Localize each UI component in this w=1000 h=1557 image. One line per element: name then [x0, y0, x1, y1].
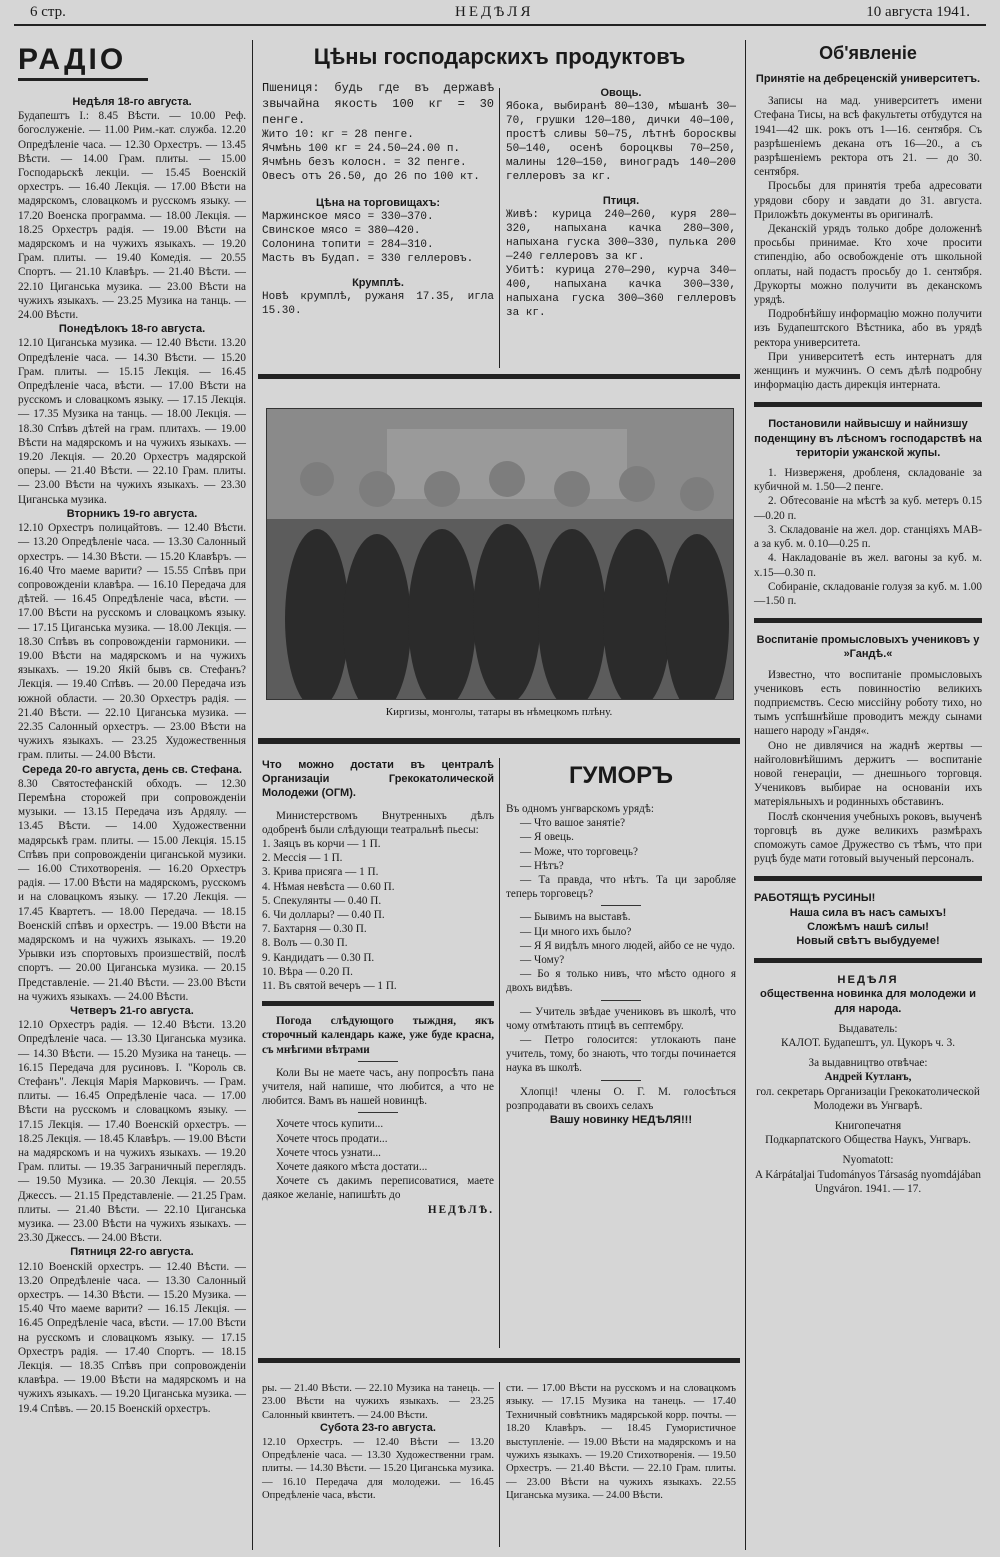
prisoners-photo	[266, 408, 734, 700]
announce-rule	[754, 402, 982, 407]
radio-cont-divider	[499, 1382, 500, 1547]
ogm-rule	[262, 1001, 494, 1006]
photo-illustration	[267, 409, 733, 699]
divider	[601, 1000, 641, 1001]
prices-title: Цѣны господарскихъ продуктовъ	[313, 44, 686, 69]
prices-produce: Овощь. Ябока, выбиранѣ 80—130, мѣшанѣ 30—70, грушки 120—180, дички 40—100, простѣ сливы 50—75, лѣтнѣ боросквы 50—140, осенѣ бороцквы 70—250, малины 120—150, виноградъ 140—200 геллеровъ за кг. Птиця. Живѣ: курица 240—260, куря 280—320, напыхана качка 280—300, напыхана гуска 300—330, пулька 200—240 геллеровъ за кг. Убитѣ: курица 270—290, курча 340—400, напыхана качка 300—330, напыхана гуска 300—360 геллеровъ за кг.	[506, 87, 736, 319]
humor-column: ГУМОРЪ Въ одномъ унгварскомъ урядѣ: — Что вашое занятіе? — Я овець. — Може, что торговець? — Нѣтъ? — Та правда, что нѣтъ. Та ци заробляе теперь торговецъ? — Бывимъ на выставѣ. — Ци много ихъ было? — Я Я видѣлъ много людей, айбо се не чудо. — Чому? — Бо я только нивъ, что мѣсто одного я двохъ видѣвъ. — Учитель звѣдае учениковъ въ школѣ, что чому отмѣтають птицѣ въ септембру. — Петро голосится: утлокають пане учитель, тому, бо знають, что тогды починается наука въ школѣ. Хлопці! члены О. Г. М. голосѣться розпродавати въ своихъ селахъ Вашу новинку НЕДѢЛЯ!!!	[506, 762, 736, 1127]
page-number: 6 стр.	[30, 4, 66, 20]
divider	[601, 905, 641, 906]
divider	[601, 1080, 641, 1081]
radio-day-tue: Вторникъ 19-го августа. 12.10 Орхестръ полицайтовъ. — 12.40 Вѣсти. — 13.20 Опредѣленіе часа. — 13.30 Салонный орхестръ. — 14.30 Вѣсти. — 15.20 Клавѣръ. — 16.40 Что маеме варити? — 15.55 Спѣвъ при сопровожденіи клавѣра. — 16.10 Передача для дѣтей. — 16.45 Опредѣленіе часа, вѣсти. — 17.00 Вѣсти на русскомъ и словацкомъ языку. — 17.15 Циганська музика. — 18.00 Лекція. — 18.30 Спѣвъ въ сопровожденіи гармоники. — 19.00 Вѣсти на мадярскомъ и на чужихъ языкахъ. — 19.20 Якій бывъ св. Стефанъ? Лекція. — 19.40 Спѣвъ. — 20.00 Передача изъ южной области. — 20.30 Орхестръ радія. — 21.40 Вѣсти. — 22.10 Циганська музика. — 22.35 Салонный орхестръ. — 23.00 Вѣсти на чужихъ языкахъ. — 23.25 Художественныя грам. плиты. — 24.00 Вѣсти.	[18, 507, 246, 762]
page-header	[30, 4, 970, 26]
radio-day-sun: Недѣля 18-го августа. Будапештъ І.: 8.45 Вѣсти. — 10.00 Реф. богослуженіе. — 11.00 Рим.-кат. служба. 12.20 Опредѣленіе часа. — 12.30 Орхестръ. — 13.45 Вѣсти. — 14.00 Грам. плиты. — 15.00 Господарьскѣ лекціи. — 15.45 Военскій орхестръ. — 16.40 Лекція. — 17.00 Вѣсти на мадярскомъ, словацкомъ и русскомъ языку. — 17.20 Военска программа. — 18.00 Лекція. — 18.25 Орхестръ радія. — 19.00 Вѣсти на мадярскомъ и на чужихъ языкахъ. — 19.20 Грам. плиты. — 19.40 Комедія. — 20.55 Спортъ. — 21.10 Клавѣръ. — 21.40 Вѣсти. — 22.10 Циганська музика. — 23.00 Вѣсти на чужихъ языкахъ. — 23.25 Музика на танць. — 24.00 Вѣсти.	[18, 96, 246, 322]
announce-rule	[754, 876, 982, 881]
radio-day-thu: Четверъ 21-го августа. 12.10 Орхестръ радія. — 12.40 Вѣсти. 13.20 Опредѣленіе часа. — 13.30 Циганська музика. — 14.30 Вѣсти. — 15.20 Музика на танець. — 16.15 Передача для русиновъ. І. "Король св. Стефанъ". Лекція Марія Марковичъ. — Грам. плиты. — 16.45 Опредѣленіе часа. — 17.00 Вѣсти на русскомъ и словацкомъ языку. — 17.15 Лекція. — 17.40 Военскій орхестръ. — 18.25 Лекція. — 18.45 Клавѣръ. — 19.00 Вѣсти на мадярскомъ и на чужихъ языкахъ. — 19.20 Грам. плиты. — 19.35 Заграничный переглядъ. — 19.50 Музика. — 20.30 Лекція. — 20.55 Джессъ. — 21.15 Представленіе. — 21.25 Грам. плиты. — 21.40 Вѣсти. — 22.10 Циганська музика. — 23.00 Вѣсти на чужихъ языкахъ. — 23.30 Джессъ. — 24.00 Вѣсти.	[18, 1005, 246, 1245]
ogm-divider	[499, 758, 500, 1348]
issue-date: 10 августа 1941.	[866, 4, 970, 20]
prices-grain: Пшениця: будь где въ державѣ звычайна якость 100 кг = 30 пенге. Жито 10: кг = 28 пенге. Ячмѣнь 100 кг = 24.50—24.00 п. Ячмѣнь безъ колосн. = 32 пенге. Овесъ отъ 26.50, до 26 по 100 кт. Цѣна на торговищахъ: Маржинское мясо = 330—370. Свинское мясо = 380—420. Солонина топити = 284—310. Масть въ Будап. = 330 геллеровъ. Крумплѣ. Новѣ крумплѣ, ружаня 17.35, игла 15.30.	[262, 81, 494, 317]
photo-rule	[258, 738, 740, 744]
announcements-column: Об'явленіе Принятіе на дебреценскій университетъ. Записы на мад. университетъ имени Стефана Тисы, на всѣ факультеты отбудутся на 1941—42 шк. рокъ отъ 1—16. сентября. Съ разрѣшеніемъ декана отъ 16—20., а съ разрѣшеніемъ ректора отъ 21. — до 30. сентября. Просьбы для принятія треба адресовати урядови сбору и завдати до 31. августа. Приложѣть документы въ оригиналѣ. Деканскій урядъ только добре доложеннѣ просьбы принимае. Кто хоче просити стипендію, або освобожденіе отъ школьной оплаты, най подастъ просьбу до 1. сентября. Друкорты можно получити въ деканскомъ урядѣ. Подробнѣйшу информацію можно получити изъ Будапештского Вѣстника, або въ урядѣ ректора университета. При университетѣ есть интернатъ для женщинъ и мужчинъ. О семъ дѣлѣ подробну информацію дасть дирекція интерната. Постановили найвысшу и найнизшу поденщину въ лѣсномъ господарствѣ на територіи ужанской жупы. 1. Низверженя, дробленя, складованіе за кубичной м. 1.50—2 пенге. 2. Обтесованіе на мѣстѣ за куб. метеръ 0.15—0.20 п. 3. Складованіе на жел. дор. станціяхъ МАВ-а за куб. м. 0.10—0.25 п. 4. Накладованіе въ жел. вагоны за куб. м. х.15—0.30 п. Собираніе, складованіе голузя за куб. м. 1.00—1.50 п. Воспитаніе промысловыхъ учениковъ у »Гандѣ.« Известно, что воспитаніе промысловыхъ учениковъ есть повинностію великихъ подприємствъ. Сесю миссійну роботу тихо, но тымъ успѣшнѣйше проводитъ между сынами нашего народу »Гандя«. Оно не дивлячися на жаднѣ жертвы — найголовнѣйшимъ держитъ — воспитаніе новой генераціи, — днешнього торговця. Учениковъ выбирае на основаніи ихъ матеріяльныхъ и родинныхъ обставинъ. Послѣ скончения учебныхъ роковъ, выученѣ торговцѣ въ дуже великихъ размѣрахъ споможуть самое Дружество съ тѣмъ, что при руцѣ буде мати готовый выученый персоналъ. РАБОТЯЩѢ РУСИНЫ! Наша сила въ насъ самыхъ! Сложѣмъ нашѣ силы! Новый свѣтъ выбудуеме! НЕДѢЛЯ общественна новинка для молодежи и для народа. Выдаватель: КАЛОТ. Будапештъ, ул. Цукоръ ч. 3. За выдавництво отвѣчае: Андрей Кутланъ, гол. секретарь Организаціи Грекокатолической Молодежи въ Унгварѣ. Книгопечатня Подкарпатского Общества Наукъ, Унгваръ. Nyomatott: A Kárpátaljai Tudományos Társaság nyomdájában Ungváron. 1941. — 17.	[754, 43, 982, 1195]
radio-column	[18, 42, 246, 1416]
photo-caption: Киргизы, монголы, татары въ нѣмецкомъ плѣну.	[385, 706, 613, 718]
column-rule-1	[252, 40, 253, 1550]
radio-cont-rule	[258, 1358, 740, 1363]
prices-divider	[499, 88, 500, 368]
radio-day-fri: Пятниця 22-го августа. 12.10 Военскій орхестръ. — 12.40 Вѣсти. — 13.20 Опредѣленіе часа. — 13.30 Салонный орхестръ. — 14.30 Вѣсти. — 15.20 Музика. — 15.40 Что маеме варити? — 16.15 Лекція. — 16.45 Опредѣленіе часа, вѣсти. — 17.00 Вѣсти на русскомъ и словацкомъ языку. — 17.15 Орхестръ радія. — 17.40 Спортъ. — 18.15 Лекція. — 18.35 Спѣвъ при сопровожденіи клавѣра. — 19.00 Вѣсти на мадярскомъ и на чужихъ языкахъ. — 19.20 Циганська музика. — 19.4 Спѣвъ. — 20.15 Военскій орхестръ.	[18, 1246, 246, 1415]
prices-rule	[258, 374, 740, 379]
divider	[358, 1061, 398, 1062]
announce-rule	[754, 618, 982, 623]
radio-cont-right: сти. — 17.00 Вѣсти на русскомъ и на словацкомъ языку. — 17.15 Музика на танець. — 17.40 Техничный совѣтникъ мадярськой корр. почты. — 18.20 Клавѣръ. — 18.45 Гумористичное выступленіе. — 19.00 Вѣсти на мадярскомъ и на чужихъ языкахъ. — 19.20 Стихотворенія. — 19.50 Орхестръ. — 21.40 Вѣсти. — 22.10 Грам. плиты. — 23.00 Вѣсти на чужихъ языкахъ. 22.55 Циганська музика. — 24.00 Вѣсти.	[506, 1383, 736, 1502]
imprint: НЕДѢЛЯ общественна новинка для молодежи и для народа. Выдаватель: КАЛОТ. Будапештъ, ул. Цукоръ ч. 3. За выдавництво отвѣчае: Андрей Кутланъ, гол. секретарь Организаціи Грекокатолической Молодежи въ Унгварѣ. Книгопечатня Подкарпатского Общества Наукъ, Унгваръ. Nyomatott: A Kárpátaljai Tudományos Társaság nyomdájában Ungváron. 1941. — 17.	[755, 974, 981, 1195]
header-rule	[14, 24, 986, 26]
radio-day-wed: Середа 20-го августа, день св. Стефана. 8.30 Святостефанскій обходъ. — 12.30 Перемѣна сторожей при сопровожденіи музыки. — 13.15 Передача изъ Ардялу. — 13.45 Вѣсти. — 14.00 Художественни мадярськѣ грам. плиты. — 15.00 Лекція. 15.15 Спѣвъ при сопровожденіи циганськой музики. — 16.00 Стихотворенія. — 16.20 Орхестръ радія. — 17.00 Вѣсти на мадярскомъ, русскомъ и на словацкомъ языку. — 17.20 Лекція. — 17.45 Квартетъ. — 18.00 Передача. — 18.15 Военскій спѣвъ и орхестръ. — 19.00 Вѣсти на мадярскомъ и на чужихъ языкахъ. — 19.20 Урывки изъ спортовыхъ произшествій, послѣ спортъ. — 20.00 Циганська музика. — 20.15 Представленіе. — 21.40 Вѣсти. — 23.00 Вѣсти на чужихъ языкахъ. — 24.00 Вѣсти.	[18, 763, 246, 1003]
radio-logo: РАДІО	[18, 42, 148, 81]
radio-day-mon: Понедѣлокъ 18-го августа. 12.10 Циганська музика. — 12.40 Вѣсти. 13.20 Опредѣленіе часа. — 14.30 Вѣсти. — 15.20 Грам. плиты. — 15.15 Лекція. — 16.45 Опредѣленіе часа, вѣсти. — 17.00 Вѣсти на русскомъ и словацкомъ языку. — 17.15 Лекція. — 17.35 Музика на танць. — 18.00 Лекція. — 18.30 Спѣвъ дѣтей на грам. плитахъ. — 19.00 Вѣсти на мадярскомъ и на чужихъ языкахъ. — 19.20 Лекція. — 20.20 Орхестръ мадярской оперы. — 21.40 Вѣсти. — 22.10 Грам. плиты. — 23.00 Вѣсти на чужихъ языкахъ. — 23.30 Циганська музика.	[18, 323, 246, 506]
masthead-title: НЕДѢЛЯ	[455, 4, 534, 20]
radio-cont-left: ры. — 21.40 Вѣсти. — 22.10 Музика на танець. — 23.00 Вѣсти на чужихъ языкахъ. — 23.25 Салонный квинтетъ. — 24.00 Вѣсти. Субота 23-го августа. 12.10 Орхестръ. — 12.40 Вѣсти — 13.20 Опредѣленіе часа. — 13.30 Художественни грам. плиты. — 14.30 Вѣсти. — 15.20 Циганська музика. — 16.10 Передача для молодежи. — 16.45 Опредѣленіе часа, вѣсти.	[262, 1383, 494, 1502]
slogan-box: РАБОТЯЩѢ РУСИНЫ! Наша сила въ насъ самыхъ! Сложѣмъ нашѣ силы! Новый свѣтъ выбудуеме!	[754, 892, 947, 947]
ogm-column: Что можно достати въ централѣ Организаціи Грекокатолической Молодежи (ОГМ). Министерствомъ Внутренныхъ дѣлъ одобренѣ были слѣдующи театральнѣ пьесы: 1. Заяцъ въ корчи — 1 П. 2. Мессія — 1 П. 3. Крива присяга — 1 П. 4. Нѣмая невѣста — 0.60 П. 5. Спекулянты — 0.40 П. 6. Чи доллары? — 0.40 П. 7. Бахтарня — 0.30 П. 8. Волъ — 0.30 П. 9. Кандидатъ — 0.30 П. 10. Вѣра — 0.20 П. 11. Въ святой вечеръ — 1 П. Погода слѣдующого тыждня, якъ сторочный календарь каже, уже буде красна, съ мнѣгими вѣтрами Коли Вы не маете часъ, ану попросѣть пана учителя, най напише, что любится, а что не любится. Вамъ въ нашей новинцѣ. Хочете чтось купити... Хочете чтось продати... Хочете чтось узнати... Хочете даякого мѣста достати... Хочете съ дакимъ переписоватися, маете даякое желаніе, напишѣть до НЕДѢЛѢ.	[262, 759, 494, 1216]
divider	[358, 1112, 398, 1113]
announce-rule	[754, 958, 982, 963]
column-rule-2	[745, 40, 746, 1550]
